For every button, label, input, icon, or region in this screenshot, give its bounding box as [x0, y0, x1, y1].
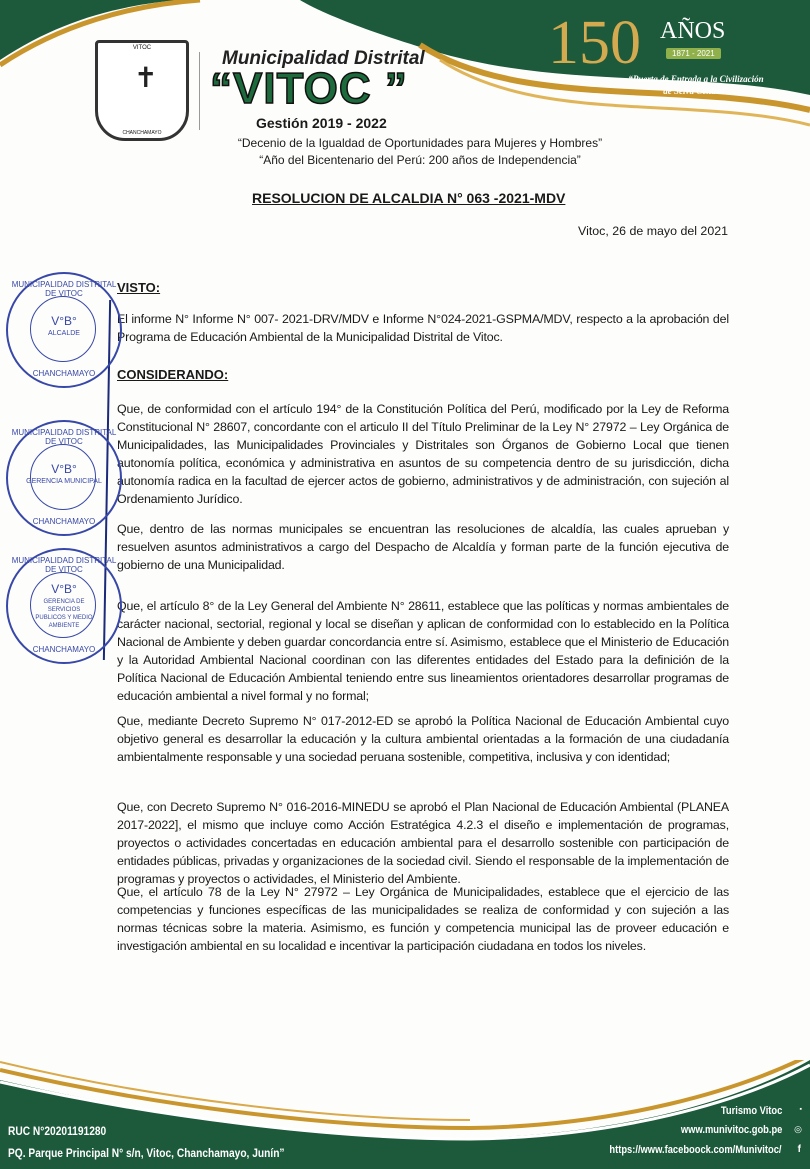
- municipality-name: “VITOC ”: [210, 64, 408, 113]
- considerando-paragraph: Que, con Decreto Supremo N° 016-2016-MINEDU se aprobó el Plan Nacional de Educación Ambiental (PLANEA 2017-2022], el mismo que incluye como Acción Estratégica 4.2.3 el diseño e implementación de programas, proyectos o actividades concertadas en educación ambiental para el desarrollo sostenible con participación de entidades públicas, privadas y organizaciones de la sociedad civil. Siendo el responsable de la implementación de programas y proyectos o actividades, el Ministerio del Ambiente.: [117, 800, 729, 886]
- considerando-paragraph: Que, dentro de las normas municipales se encuentran las resoluciones de alcaldía, las cuales aprueban y resuelven asuntos administrativos a cargo del Despacho de Alcaldía y forman parte de la función ejecutiva de gobierno de una Municipalidad.: [117, 522, 729, 572]
- anniversary-slogan-1: “Puerta de Entrada a la Civilización: [628, 74, 764, 84]
- crest-bottom-text: CHANCHAMAYO: [122, 130, 162, 136]
- motto-2: “Año del Bicentenario del Perú: 200 años de Independencia”: [259, 153, 581, 167]
- approval-stamp-servicios: [6, 548, 122, 664]
- stamp-office: GERENCIA DE SERVICIOS PUBLICOS Y MEDIO AMBIENTE: [35, 599, 93, 629]
- crest-top-text: VITOC: [132, 45, 152, 51]
- cross-icon: ✝: [134, 62, 158, 93]
- considerando-paragraph: Que, el artículo 8° de la Ley General del Ambiente N° 28611, establece que las políticas y normas ambientales de carácter nacional, sectorial, regional y local se diseñan y aplican de conformidad con lo establecido en la Política Nacional de Ambiente y deben guardar concordancia entre sí. Asimismo, establece que el Ministerio de Educación y la Autoridad Ambiental Nacional coordinan con las diferentes entidades del Estado para la definición de la Política Nacional de Educación Ambiental teniendo entre sus lineamientos orientadores desarrollar programas de educación ambiental a nivel formal y no formal;: [117, 599, 729, 703]
- document-date: Vitoc, 26 de mayo del 2021: [578, 224, 728, 238]
- anniversary-slogan-2: de Selva Central”: [663, 86, 729, 96]
- footer-tourism: Turismo Vitoc: [720, 1105, 782, 1117]
- municipal-crest-logo: [95, 40, 189, 141]
- app-icon: ▪: [799, 1106, 802, 1113]
- stamp-bottom-text: CHANCHAMAYO: [32, 369, 96, 378]
- approval-stamp-alcalde: [6, 272, 122, 388]
- footer-address: PQ. Parque Principal N° s/n, Vitoc, Chanchamayo, Junín”: [8, 1146, 285, 1160]
- stamp-ring-text: MUNICIPALIDAD DISTRITAL DE VITOC: [11, 428, 117, 446]
- footer-facebook-link[interactable]: https://www.faceboock.com/Munivitoc/: [609, 1144, 782, 1156]
- stamp-vb: V°B°: [51, 314, 77, 328]
- footer-ruc: RUC N°20201191280: [8, 1124, 107, 1138]
- stamp-ring-text: MUNICIPALIDAD DISTRITAL DE VITOC: [11, 280, 117, 298]
- considerando-paragraph: Que, el artículo 78 de la Ley N° 27972 – Ley Orgánica de Municipalidades, establece que el ejercicio de las competencias y funciones específicas de las municipalidades se realiza de conformidad y con sujeción a las normas técnicas sobre la materia. Asimismo, es función y competencia municipal las de proveer educación e investigación ambiental en su localidad e incentivar la participación ciudadana en todos los niveles.: [117, 885, 729, 953]
- stamp-bottom-text: CHANCHAMAYO: [32, 645, 96, 654]
- stamp-vb: V°B°: [51, 582, 77, 596]
- anniversary-label: AÑOS: [660, 18, 726, 44]
- resolution-title: RESOLUCION DE ALCALDIA N° 063 -2021-MDV: [252, 190, 566, 206]
- municipality-label: Municipalidad Distrital: [222, 48, 425, 69]
- footer-website-link[interactable]: www.munivitoc.gob.pe: [680, 1124, 782, 1136]
- header-divider: [199, 52, 200, 130]
- stamp-vb: V°B°: [51, 462, 77, 476]
- anniversary-years: 1871 - 2021: [666, 48, 721, 59]
- visto-paragraph: El informe N° Informe N° 007- 2021-DRV/MDV e Informe N°024-2021-GSPMA/MDV, respecto a la aprobación del Programa de Educación Ambiental de la Municipalidad Distrital de Vitoc.: [117, 312, 729, 344]
- gestion-label: Gestión 2019 - 2022: [256, 115, 387, 131]
- anniversary-logo: [548, 8, 808, 118]
- considerando-paragraph: Que, de conformidad con el artículo 194° de la Constitución Política del Perú, modificado por la Ley de Reforma Constitucional N° 28607, concordante con el articulo II del Título Preliminar de la Ley N° 27972 – Ley Orgánica de Municipalidades, las Municipalidades Provinciales y Distritales son Órganos de Gobierno Local que tienen autonomía política, económica y administrativa en asuntos de su competencia dentro de su jurisdicción, dicha autonomía radica en la facultad de ejercer actos de gobierno, administrativos y de administración, con sujeción al Ordenamiento Jurídico.: [117, 402, 729, 506]
- stamp-office: ALCALDE: [48, 330, 80, 337]
- anniversary-number: 150: [548, 9, 641, 77]
- considerando-heading: CONSIDERANDO:: [117, 367, 229, 382]
- stamp-ring-text: MUNICIPALIDAD DISTRITAL DE VITOC: [11, 556, 117, 574]
- web-icon: ◎: [794, 1124, 802, 1134]
- considerando-paragraph: Que, mediante Decreto Supremo N° 017-2012-ED se aprobó la Política Nacional de Educación Ambiental cuyo objetivo general es desarrollar la educación y la cultura ambiental orientadas a la formación de una ciudadanía ambientalmente responsable y una sociedad peruana sostenible, competitiva, inclusiva y con identidad;: [117, 714, 729, 764]
- visto-heading: VISTO:: [117, 280, 161, 295]
- stamp-bottom-text: CHANCHAMAYO: [32, 517, 96, 526]
- facebook-icon: f: [797, 1144, 801, 1155]
- approval-stamp-gerencia: [6, 420, 122, 536]
- motto-1: “Decenio de la Igualdad de Oportunidades para Mujeres y Hombres”: [237, 136, 603, 150]
- stamp-office: GERENCIA MUNICIPAL: [26, 478, 102, 485]
